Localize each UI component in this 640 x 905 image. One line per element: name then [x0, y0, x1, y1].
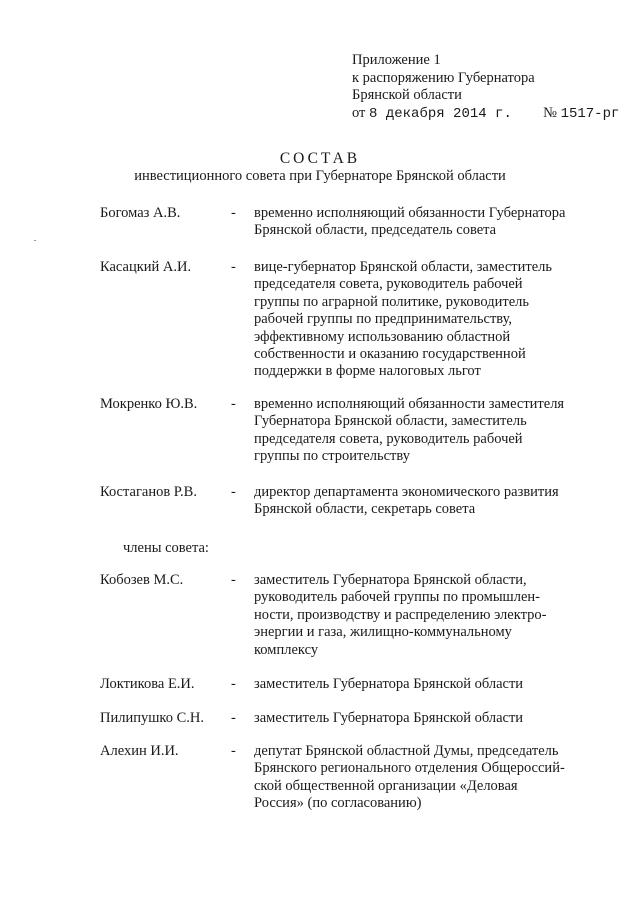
members-label: члены совета:	[123, 540, 209, 556]
dash: -	[231, 259, 236, 275]
role-line: собственности и оказанию государственной	[254, 346, 526, 363]
role-line: заместитель Губернатора Брянской области	[254, 676, 524, 692]
role-line: Брянской области, секретарь совета	[254, 501, 476, 518]
role-line: ности, производству и распределению электро-	[254, 606, 547, 623]
role-line: эффективному использованию областной	[254, 328, 511, 345]
role-line: председателя совета, руководитель рабочей	[254, 276, 523, 293]
dash: -	[231, 710, 236, 726]
dash: -	[231, 676, 236, 692]
appendix-line-1: Приложение 1	[352, 52, 441, 68]
appendix-date: 8 декабря 2014 г.	[369, 105, 512, 122]
member-role	[254, 743, 564, 813]
role-line: комплексу	[254, 641, 319, 658]
document-subtitle: инвестиционного совета при Губернаторе Брянской области	[134, 168, 506, 184]
role-line: Россия» (по согласованию)	[254, 795, 422, 812]
member-name: Богомаз А.В.	[100, 205, 181, 221]
role-line: группы по аграрной политике, руководитель	[254, 293, 529, 310]
member-name: Костаганов Р.В.	[100, 484, 197, 500]
role-line: руководитель рабочей группы по промышлен-	[254, 589, 540, 606]
member-name: Кобозев М.С.	[100, 572, 184, 588]
dash: -	[231, 743, 236, 759]
role-line: директор департамента экономического развития	[254, 484, 559, 500]
appendix-number-sign: №	[543, 104, 557, 121]
member-name: Алехин И.И.	[100, 743, 179, 759]
member-role	[254, 396, 564, 466]
dash: -	[231, 205, 236, 221]
member-role	[254, 205, 564, 240]
role-line: временно исполняющий обязанности заместителя	[254, 396, 565, 412]
role-line: ской общественной организации «Деловая	[254, 777, 518, 794]
member-role	[254, 572, 564, 659]
appendix-line-3: Брянской области	[352, 87, 462, 104]
member-name: Касацкий А.И.	[100, 259, 192, 275]
role-line: заместитель Губернатора Брянской области,	[254, 572, 527, 588]
role-line: поддержки в форме налоговых льгот	[254, 363, 481, 380]
member-role	[254, 676, 564, 693]
appendix-from: от	[352, 104, 366, 121]
role-line: Губернатора Брянской области, заместитель	[254, 413, 527, 430]
dash: -	[231, 484, 236, 500]
appendix-number: 1517-рг	[560, 105, 620, 122]
member-role	[254, 710, 564, 727]
dash: -	[231, 572, 236, 588]
scan-speck	[34, 240, 36, 241]
member-role	[254, 484, 564, 519]
appendix-line-2: к распоряжению Губернатора	[352, 69, 535, 86]
appendix-header	[352, 52, 619, 123]
role-line: Брянской области, председатель совета	[254, 222, 497, 239]
dash: -	[231, 396, 236, 412]
role-line: энергии и газа, жилищно-коммунальному	[254, 624, 512, 641]
role-line: группы по строительству	[254, 448, 410, 465]
member-name: Мокренко Ю.В.	[100, 396, 198, 412]
member-role	[254, 259, 564, 381]
document-title: СОСТАВ	[279, 150, 361, 167]
member-name: Локтикова Е.И.	[100, 676, 195, 692]
member-name: Пилипушко С.Н.	[100, 710, 204, 726]
appendix-date-line	[352, 105, 619, 124]
role-line: рабочей группы по предпринимательству,	[254, 311, 513, 328]
role-line: заместитель Губернатора Брянской области	[254, 710, 524, 726]
role-line: депутат Брянской областной Думы, председатель	[254, 743, 559, 759]
role-line: временно исполняющий обязанности Губернатора	[254, 205, 566, 221]
role-line: Брянского регионального отделения Общероссий-	[254, 760, 565, 777]
role-line: вице-губернатор Брянской области, заместитель	[254, 259, 552, 275]
role-line: председателя совета, руководитель рабочей	[254, 430, 523, 447]
